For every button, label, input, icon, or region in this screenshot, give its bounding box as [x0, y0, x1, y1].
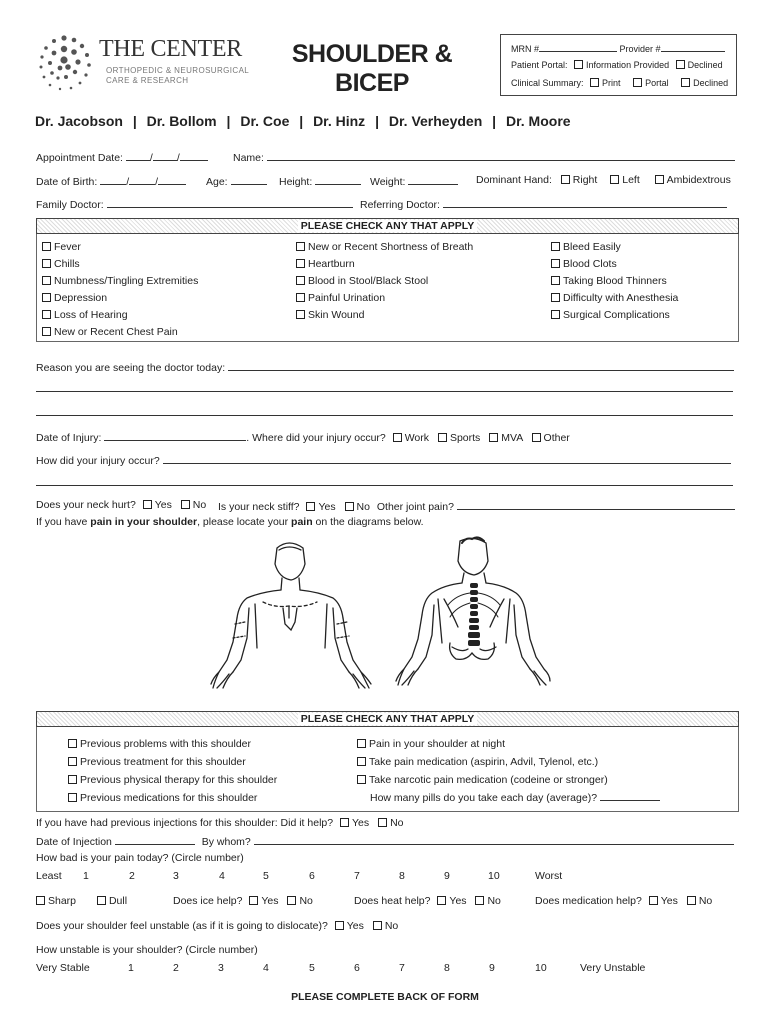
no-label: No — [698, 895, 713, 907]
no-label: No — [356, 501, 370, 513]
list-item[interactable]: Take pain medication (aspirin, Advil, Tylenol, etc.) — [357, 753, 660, 771]
family-doctor-label: Family Doctor: — [36, 199, 104, 211]
print-label: Print — [602, 78, 621, 88]
checkbox[interactable] — [373, 921, 382, 930]
yes-label: Yes — [352, 817, 370, 829]
dull-label: Dull — [108, 895, 128, 907]
shoulder-col-left — [68, 735, 277, 807]
how-unstable-question: How unstable is your shoulder? (Circle number) — [36, 944, 258, 956]
slash: / — [149, 152, 153, 164]
checkbox[interactable] — [97, 896, 106, 905]
checkbox[interactable] — [378, 818, 387, 827]
by-whom-label: By whom? — [201, 836, 251, 848]
declined-label: Declined — [693, 78, 729, 88]
checkbox[interactable] — [296, 259, 305, 268]
shoulder-header: PLEASE CHECK ANY THAT APPLY — [36, 711, 739, 727]
list-item[interactable]: Heartburn — [296, 256, 473, 273]
reason-field-line-2[interactable] — [36, 381, 733, 392]
instability-option[interactable]: 7 — [399, 962, 405, 974]
list-item[interactable]: Pain in your shoulder at night — [357, 735, 660, 753]
other-joint-label: Other joint pain? — [376, 501, 454, 513]
appointment-year-field[interactable] — [180, 150, 208, 161]
unstable-question: Does your shoulder feel unstable (as if it is going to dislocate)? — [36, 920, 328, 932]
yes-label: Yes — [449, 895, 467, 907]
height-field[interactable] — [315, 174, 361, 185]
heat-help-label: Does heat help? — [354, 895, 431, 907]
appointment-date-label: Appointment Date: — [36, 152, 123, 164]
doctor-name: Dr. Bollom — [146, 113, 217, 129]
neck-hurt-label: Does your neck hurt? — [36, 499, 136, 511]
logo-subtitle-1: ORTHOPEDIC & NEUROSURGICAL — [106, 66, 250, 75]
body-front-diagram[interactable] — [205, 538, 377, 694]
checkbox[interactable] — [68, 739, 77, 748]
checkbox[interactable] — [143, 500, 152, 509]
list-item[interactable]: Skin Wound — [296, 307, 473, 324]
mva-label: MVA — [501, 432, 523, 444]
checkbox[interactable] — [649, 896, 658, 905]
separator: | — [375, 113, 379, 129]
referring-doctor-label: Referring Doctor: — [360, 199, 440, 211]
checkbox[interactable] — [296, 293, 305, 302]
doctor-name: Dr. Moore — [505, 113, 571, 129]
checkbox[interactable] — [561, 175, 570, 184]
instability-option[interactable]: 8 — [444, 962, 450, 974]
list-item[interactable]: Fever — [42, 239, 198, 256]
page-title — [272, 40, 472, 98]
ice-help-label: Does ice help? — [173, 895, 243, 907]
slash: / — [155, 176, 159, 188]
height-label: Height: — [279, 176, 313, 188]
other-label: Other — [543, 432, 570, 444]
pain-option[interactable]: 9 — [444, 870, 450, 882]
yes-label: Yes — [154, 499, 172, 511]
instability-option[interactable]: 1 — [128, 962, 134, 974]
list-item[interactable]: Previous problems with this shoulder — [68, 735, 277, 753]
name-label: Name: — [233, 152, 264, 164]
no-label: No — [487, 895, 501, 907]
info-provided-label: Information Provided — [586, 60, 670, 70]
med-help-label: Does medication help? — [535, 895, 642, 907]
instability-option[interactable]: 5 — [309, 962, 315, 974]
list-item[interactable]: Take narcotic pain medication (codeine or stronger) — [357, 771, 660, 789]
checkbox[interactable] — [438, 433, 447, 442]
injury-date-field[interactable] — [104, 430, 246, 441]
separator: | — [226, 113, 231, 129]
checkbox[interactable] — [296, 276, 305, 285]
age-field[interactable] — [231, 174, 267, 185]
slash: / — [126, 176, 130, 188]
family-doctor-field[interactable] — [107, 197, 353, 208]
checkbox[interactable] — [345, 502, 354, 511]
ambidextrous-label: Ambidextrous — [666, 174, 731, 186]
list-item[interactable]: Previous treatment for this shoulder — [68, 753, 277, 771]
sports-label: Sports — [449, 432, 481, 444]
referring-doctor-field[interactable] — [443, 197, 727, 208]
checkbox[interactable] — [357, 775, 366, 784]
doctor-name: Dr. Verheyden — [388, 113, 483, 129]
checkbox[interactable] — [633, 78, 642, 87]
checkbox[interactable] — [655, 175, 664, 184]
separator: | — [492, 113, 497, 129]
pain-option[interactable]: 7 — [354, 870, 360, 882]
doctor-name: Dr. Coe — [240, 113, 290, 129]
instability-option[interactable]: 6 — [354, 962, 360, 974]
injection-date-field[interactable] — [115, 834, 195, 845]
checkbox[interactable] — [551, 293, 560, 302]
appointment-date-row — [36, 150, 208, 164]
reason-field-line-3[interactable] — [36, 405, 733, 416]
weight-field[interactable] — [408, 174, 458, 185]
how-bad-question: How bad is your pain today? (Circle number) — [36, 852, 244, 864]
worst-label: Worst — [535, 870, 563, 882]
title-line-1: SHOULDER & — [291, 40, 453, 68]
by-whom-field[interactable] — [254, 834, 734, 845]
checkbox[interactable] — [249, 896, 258, 905]
checkbox[interactable] — [296, 242, 305, 251]
checkbox[interactable] — [68, 775, 77, 784]
list-item[interactable]: Previous physical therapy for this shoulder — [68, 771, 277, 789]
injury-where-label: . Where did your injury occur? — [246, 432, 386, 444]
injection-date-label: Date of Injection — [36, 836, 112, 848]
appointment-month-field[interactable] — [126, 150, 150, 161]
injury-date-label: Date of Injury: — [36, 432, 102, 444]
provider-field[interactable] — [661, 41, 725, 52]
checkbox[interactable] — [42, 327, 51, 336]
title-line-2: BICEP — [335, 69, 409, 97]
injections-question: If you have had previous injections for this shoulder: Did it help? — [36, 817, 334, 829]
logo-dots-icon — [34, 32, 96, 94]
injury-how-label: How did your injury occur? — [36, 455, 160, 467]
list-item[interactable]: New or Recent Chest Pain — [42, 324, 198, 341]
yes-label: Yes — [261, 895, 279, 907]
checkbox[interactable] — [676, 60, 685, 69]
footer-note: PLEASE COMPLETE BACK OF FORM — [291, 991, 479, 1003]
neck-stiff-label: Is your neck stiff? — [218, 501, 300, 513]
checkbox[interactable] — [551, 242, 560, 251]
doctor-name: Dr. Jacobson — [35, 113, 123, 129]
sharp-label: Sharp — [48, 895, 77, 907]
checkbox[interactable] — [42, 259, 51, 268]
checkbox[interactable] — [287, 896, 296, 905]
portal-label: Portal — [645, 78, 669, 88]
checkbox[interactable] — [357, 739, 366, 748]
list-item[interactable]: Painful Urination — [296, 290, 473, 307]
pain-option[interactable]: 5 — [263, 870, 269, 882]
very-unstable-label: Very Unstable — [580, 962, 646, 974]
list-item[interactable]: Depression — [42, 290, 198, 307]
list-item[interactable]: Numbness/Tingling Extremities — [42, 273, 198, 290]
left-label: Left — [622, 174, 640, 186]
pain-option[interactable]: 8 — [399, 870, 405, 882]
list-item[interactable]: Previous medications for this shoulder — [68, 789, 277, 807]
list-item[interactable]: Bleed Easily — [551, 239, 678, 256]
no-label: No — [192, 499, 207, 511]
list-item[interactable]: Blood Clots — [551, 256, 678, 273]
no-label: No — [384, 920, 399, 932]
checkbox[interactable] — [590, 78, 599, 87]
declined-label: Declined — [687, 60, 723, 70]
pain-option[interactable]: 1 — [83, 870, 89, 882]
checkbox[interactable] — [551, 310, 560, 319]
list-item[interactable]: Taking Blood Thinners — [551, 273, 678, 290]
checkbox[interactable] — [68, 793, 77, 802]
name-field[interactable] — [267, 150, 735, 161]
pain-option[interactable]: 3 — [173, 870, 179, 882]
list-item[interactable]: Chills — [42, 256, 198, 273]
list-item[interactable]: Blood in Stool/Black Stool — [296, 273, 473, 290]
clinical-summary-label: Clinical Summary: — [511, 78, 584, 88]
instability-option[interactable]: 4 — [263, 962, 269, 974]
pain-scale — [36, 870, 636, 884]
checkbox[interactable] — [42, 242, 51, 251]
checkbox[interactable] — [296, 310, 305, 319]
dob-month-field[interactable] — [100, 174, 126, 185]
right-label: Right — [572, 174, 598, 186]
pain-instructions: If you have pain in your shoulder, please locate your pain on the diagrams below. — [36, 516, 424, 528]
checkbox[interactable] — [489, 433, 498, 442]
checkbox[interactable] — [181, 500, 190, 509]
body-back-diagram[interactable] — [392, 535, 552, 693]
symptoms-header: PLEASE CHECK ANY THAT APPLY — [36, 218, 739, 234]
list-item[interactable]: New or Recent Shortness of Breath — [296, 239, 473, 256]
yes-label: Yes — [660, 895, 678, 907]
provider-label: Provider # — [619, 44, 661, 54]
doctor-list — [35, 113, 571, 129]
dob-day-field[interactable] — [129, 174, 155, 185]
checkbox[interactable] — [68, 757, 77, 766]
list-item[interactable]: Difficulty with Anesthesia — [551, 290, 678, 307]
symptoms-col-1 — [42, 239, 198, 341]
symptoms-col-3 — [551, 239, 678, 324]
checkbox[interactable] — [475, 896, 484, 905]
checkbox[interactable] — [551, 259, 560, 268]
pain-option[interactable]: 4 — [219, 870, 225, 882]
reason-label: Reason you are seeing the doctor today: — [36, 362, 226, 374]
least-label: Least — [36, 870, 62, 882]
no-label: No — [390, 817, 404, 829]
checkbox[interactable] — [340, 818, 349, 827]
slash: / — [176, 152, 180, 164]
yes-label: Yes — [318, 501, 336, 513]
pills-field[interactable] — [600, 790, 660, 801]
checkbox[interactable] — [574, 60, 583, 69]
office-use-box — [500, 34, 737, 96]
work-label: Work — [404, 432, 430, 444]
instability-option[interactable]: 3 — [218, 962, 224, 974]
logo-subtitle-2: CARE & RESEARCH — [106, 76, 189, 85]
dob-year-field[interactable] — [158, 174, 186, 185]
list-item[interactable]: Surgical Complications — [551, 307, 678, 324]
instability-option[interactable]: 2 — [173, 962, 179, 974]
checkbox[interactable] — [42, 293, 51, 302]
pain-option[interactable]: 6 — [309, 870, 315, 882]
checkbox[interactable] — [532, 433, 541, 442]
list-item[interactable]: Loss of Hearing — [42, 307, 198, 324]
checkbox[interactable] — [687, 896, 696, 905]
pain-option[interactable]: 2 — [129, 870, 135, 882]
weight-label: Weight: — [370, 176, 406, 188]
pills-question: How many pills do you take each day (average)? — [370, 792, 598, 804]
logo-name: THE CENTER — [99, 36, 242, 62]
yes-label: Yes — [346, 920, 364, 932]
injury-how-field[interactable] — [163, 453, 731, 464]
logo — [34, 32, 96, 94]
checkbox[interactable] — [357, 757, 366, 766]
symptoms-col-2 — [296, 239, 473, 324]
separator: | — [299, 113, 304, 129]
doctor-name: Dr. Hinz — [313, 113, 366, 129]
dominant-hand-label: Dominant Hand: — [476, 174, 552, 186]
instability-option[interactable]: 10 — [535, 962, 547, 974]
checkbox[interactable] — [36, 896, 45, 905]
appointment-day-field[interactable] — [153, 150, 177, 161]
checkbox[interactable] — [42, 276, 51, 285]
mrn-label: MRN # — [511, 44, 540, 54]
instability-scale — [36, 962, 676, 976]
injury-how-field-line-2[interactable] — [36, 475, 733, 486]
patient-portal-label: Patient Portal: — [511, 60, 568, 70]
age-label: Age: — [206, 176, 228, 188]
pain-option[interactable]: 10 — [488, 870, 500, 882]
checkbox[interactable] — [42, 310, 51, 319]
dob-label: Date of Birth: — [36, 176, 98, 188]
very-stable-label: Very Stable — [36, 962, 90, 974]
separator: | — [132, 113, 137, 129]
checkbox[interactable] — [610, 175, 619, 184]
checkbox[interactable] — [437, 896, 446, 905]
shoulder-col-right — [357, 735, 660, 807]
reason-field[interactable] — [228, 360, 734, 371]
checkbox[interactable] — [681, 78, 690, 87]
checkbox[interactable] — [393, 433, 402, 442]
instability-option[interactable]: 9 — [489, 962, 495, 974]
checkbox[interactable] — [551, 276, 560, 285]
mrn-field[interactable] — [539, 41, 617, 52]
no-label: No — [299, 895, 313, 907]
other-joint-field[interactable] — [457, 499, 735, 510]
checkbox[interactable] — [306, 502, 315, 511]
checkbox[interactable] — [335, 921, 344, 930]
